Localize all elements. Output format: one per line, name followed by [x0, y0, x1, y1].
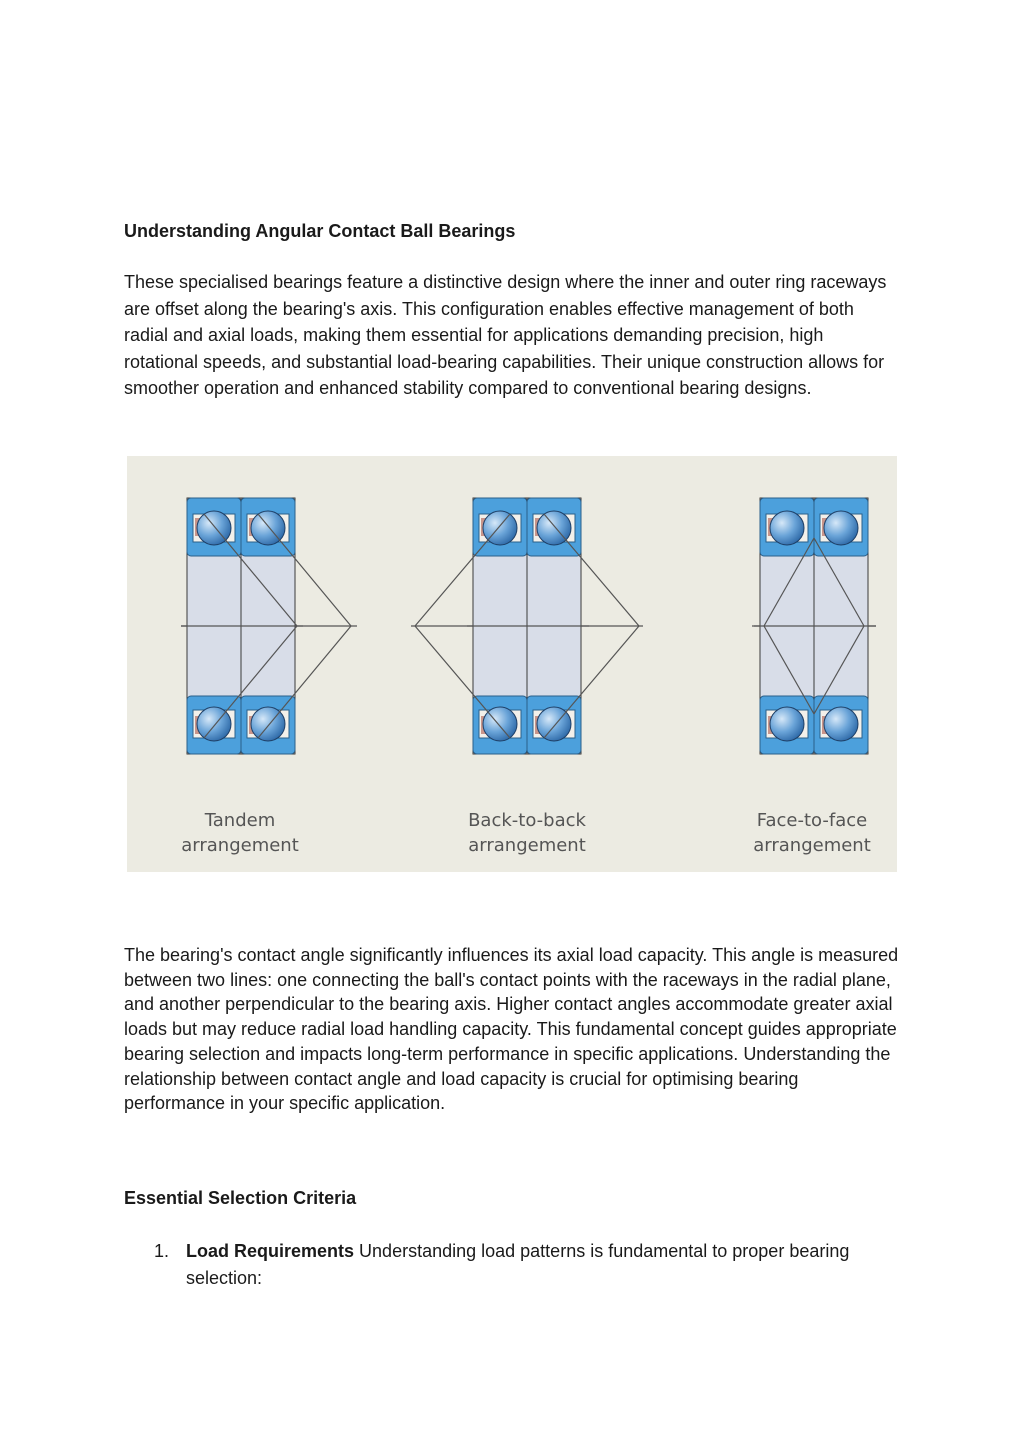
face-to-face-bearing-1-top-ball: [770, 511, 804, 545]
caption-face-to-face-line2: arrangement: [753, 835, 871, 856]
contact-angle-paragraph: The bearing's contact angle significantly influences its axial load capacity. This angle is measured between two lines: one connecting the ball's contact points with the raceways in the radial plane, and another perpendicular to the bearing axis. Higher contact angles accommodate greater axial loads but may reduce radial load handling capacity. This fundamental concept guides appropriate bearing selection and impacts long-term performance in specific applications. Understanding the relationship between contact angle and load capacity is crucial for optimising bearing performance in your specific application.: [124, 945, 899, 1114]
face-to-face-bearing-2-top-ball: [824, 511, 858, 545]
section-heading-selection-criteria: Essential Selection Criteria: [124, 1188, 357, 1208]
caption-tandem-line1: Tandem: [204, 810, 276, 831]
intro-paragraph: These specialised bearings feature a distinctive design where the inner and outer ring raceways are offset along the bearing's axis. This configuration enables effective management of both radial and axial loads, making them essential for applications demanding precision, high rotational speeds, and substantial load-bearing capabilities. Their unique construction allows for smoother operation and enhanced stability compared to conventional bearing designs.: [124, 272, 887, 399]
caption-back-to-back-line1: Back-to-back: [468, 810, 586, 831]
caption-tandem-line2: arrangement: [181, 835, 299, 856]
list-item-body: [186, 1238, 900, 1292]
list-item-title: Load Requirements: [186, 1241, 355, 1261]
section-heading-angular-contact: Understanding Angular Contact Ball Bearings: [124, 221, 516, 241]
caption-tandem: [140, 808, 340, 858]
caption-face-to-face: [712, 808, 912, 858]
face-to-face-bearing-2-bottom-ball: [824, 707, 858, 741]
caption-back-to-back-line2: arrangement: [468, 835, 586, 856]
caption-face-to-face-line1: Face-to-face: [756, 810, 868, 831]
list-item-text: Understanding load patterns is fundamental to proper bearing selection:: [186, 1241, 850, 1288]
list-item-number: 1.: [154, 1241, 170, 1261]
face-to-face-bearing-1-bottom-ball: [770, 707, 804, 741]
bearing-arrangements-figure: [127, 456, 897, 872]
caption-back-to-back: [427, 808, 627, 858]
